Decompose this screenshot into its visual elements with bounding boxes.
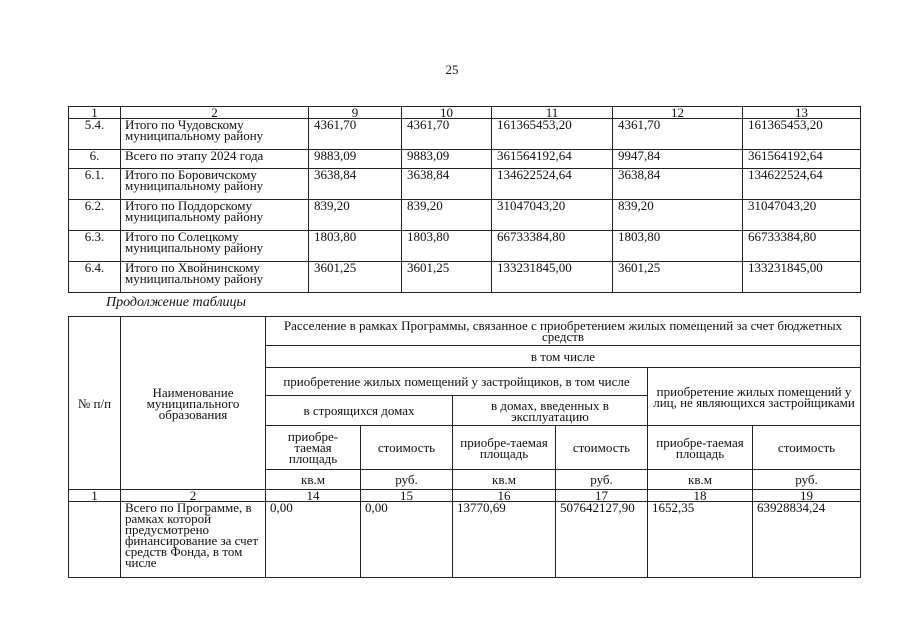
cell-value: 3638,84 [402,169,492,200]
commissioned-header: в домах, введенных в эксплуатацию [453,396,648,426]
column-header: 2 [121,107,309,119]
cell-value: 4361,70 [309,119,402,150]
row-number: 6.1. [69,169,121,200]
unit-label: руб. [361,470,453,490]
column-header: 13 [743,107,861,119]
unit-label: руб. [753,470,861,490]
cell-value: 9883,09 [309,150,402,169]
cell-value: 66733384,80 [743,231,861,262]
cell-value: 3601,25 [402,262,492,293]
results-table [68,106,861,293]
cell-value: 133231845,00 [492,262,613,293]
cell-value: 1803,80 [613,231,743,262]
cell-value: 4361,70 [402,119,492,150]
cell-value: 66733384,80 [492,231,613,262]
column-number: 16 [453,490,556,502]
cell-value: 839,20 [613,200,743,231]
developers-header: приобретение жилых помещений у застройщиков, в том числе [266,368,648,396]
row-name: Итого по Солецкому муниципальному району [121,231,309,262]
cell-value: 161365453,20 [743,119,861,150]
column-number: 14 [266,490,361,502]
table-row [69,169,861,200]
cell-value: 31047043,20 [743,200,861,231]
table-row [69,150,861,169]
row-name: Всего по этапу 2024 года [121,150,309,169]
row-number [69,502,121,578]
column-number: 17 [556,490,648,502]
column-header: 12 [613,107,743,119]
cell-value: 507642127,90 [556,502,648,578]
table-caption: Продолжение таблицы [106,295,247,310]
cell-value: 1803,80 [309,231,402,262]
table-row [69,200,861,231]
area-header: приобре-таемая площадь [453,426,556,470]
row-name: Итого по Хвойнинскому муниципальному району [121,262,309,293]
area-header: приобре-таемая площадь [266,426,361,470]
cell-value: 1652,35 [648,502,753,578]
cell-value: 3638,84 [613,169,743,200]
cell-value: 3601,25 [309,262,402,293]
cell-value: 9947,84 [613,150,743,169]
column-number: 18 [648,490,753,502]
cell-value: 361564192,64 [743,150,861,169]
column-header: 9 [309,107,402,119]
cell-value: 134622524,64 [492,169,613,200]
column-number: 15 [361,490,453,502]
cell-value: 3601,25 [613,262,743,293]
cell-value: 134622524,64 [743,169,861,200]
under-construction-header: в строящихся домах [266,396,453,426]
unit-label: руб. [556,470,648,490]
cell-value: 361564192,64 [492,150,613,169]
table-row [69,502,861,578]
cell-value: 839,20 [402,200,492,231]
row-number: 6.4. [69,262,121,293]
non-developers-header: приобретение жилых помещений у лиц, не являющихся застройщиками [648,368,861,426]
cost-header: стоимость [556,426,648,470]
cell-value: 63928834,24 [753,502,861,578]
cell-value: 3638,84 [309,169,402,200]
row-number: 6. [69,150,121,169]
cost-header: стоимость [361,426,453,470]
column-header: 10 [402,107,492,119]
cell-value: 1803,80 [402,231,492,262]
unit-label: кв.м [453,470,556,490]
name-header: Наименование муниципального образования [121,317,266,490]
column-number: 1 [69,490,121,502]
row-name: Итого по Поддорскому муниципальному району [121,200,309,231]
row-name: Итого по Чудовскому муниципальному району [121,119,309,150]
row-number: 6.2. [69,200,121,231]
including-header: в том числе [266,346,861,368]
resettlement-header: Расселение в рамках Программы, связанное с приобретением жилых помещений за счет бюджетных средств [266,317,861,346]
cell-value: 31047043,20 [492,200,613,231]
row-name: Всего по Программе, в рамках которой предусмотрено финансирование за счет средств Фонда, в том числе [121,502,266,578]
cost-header: стоимость [753,426,861,470]
number-header: № п/п [69,317,121,490]
table-row [69,262,861,293]
row-name: Итого по Боровичскому муниципальному району [121,169,309,200]
cell-value: 4361,70 [613,119,743,150]
unit-label: кв.м [266,470,361,490]
cell-value: 839,20 [309,200,402,231]
cell-value: 0,00 [361,502,453,578]
unit-label: кв.м [648,470,753,490]
cell-value: 161365453,20 [492,119,613,150]
column-number: 2 [121,490,266,502]
cell-value: 0,00 [266,502,361,578]
table-row [69,119,861,150]
column-header: 1 [69,107,121,119]
table-row [69,231,861,262]
column-header: 11 [492,107,613,119]
header-row [69,317,861,346]
cell-value: 133231845,00 [743,262,861,293]
resettlement-table [68,316,861,578]
cell-value: 13770,69 [453,502,556,578]
cell-value: 9883,09 [402,150,492,169]
column-number: 19 [753,490,861,502]
row-number: 6.3. [69,231,121,262]
area-header: приобре-таемая площадь [648,426,753,470]
row-number: 5.4. [69,119,121,150]
page-number: 25 [445,62,459,77]
